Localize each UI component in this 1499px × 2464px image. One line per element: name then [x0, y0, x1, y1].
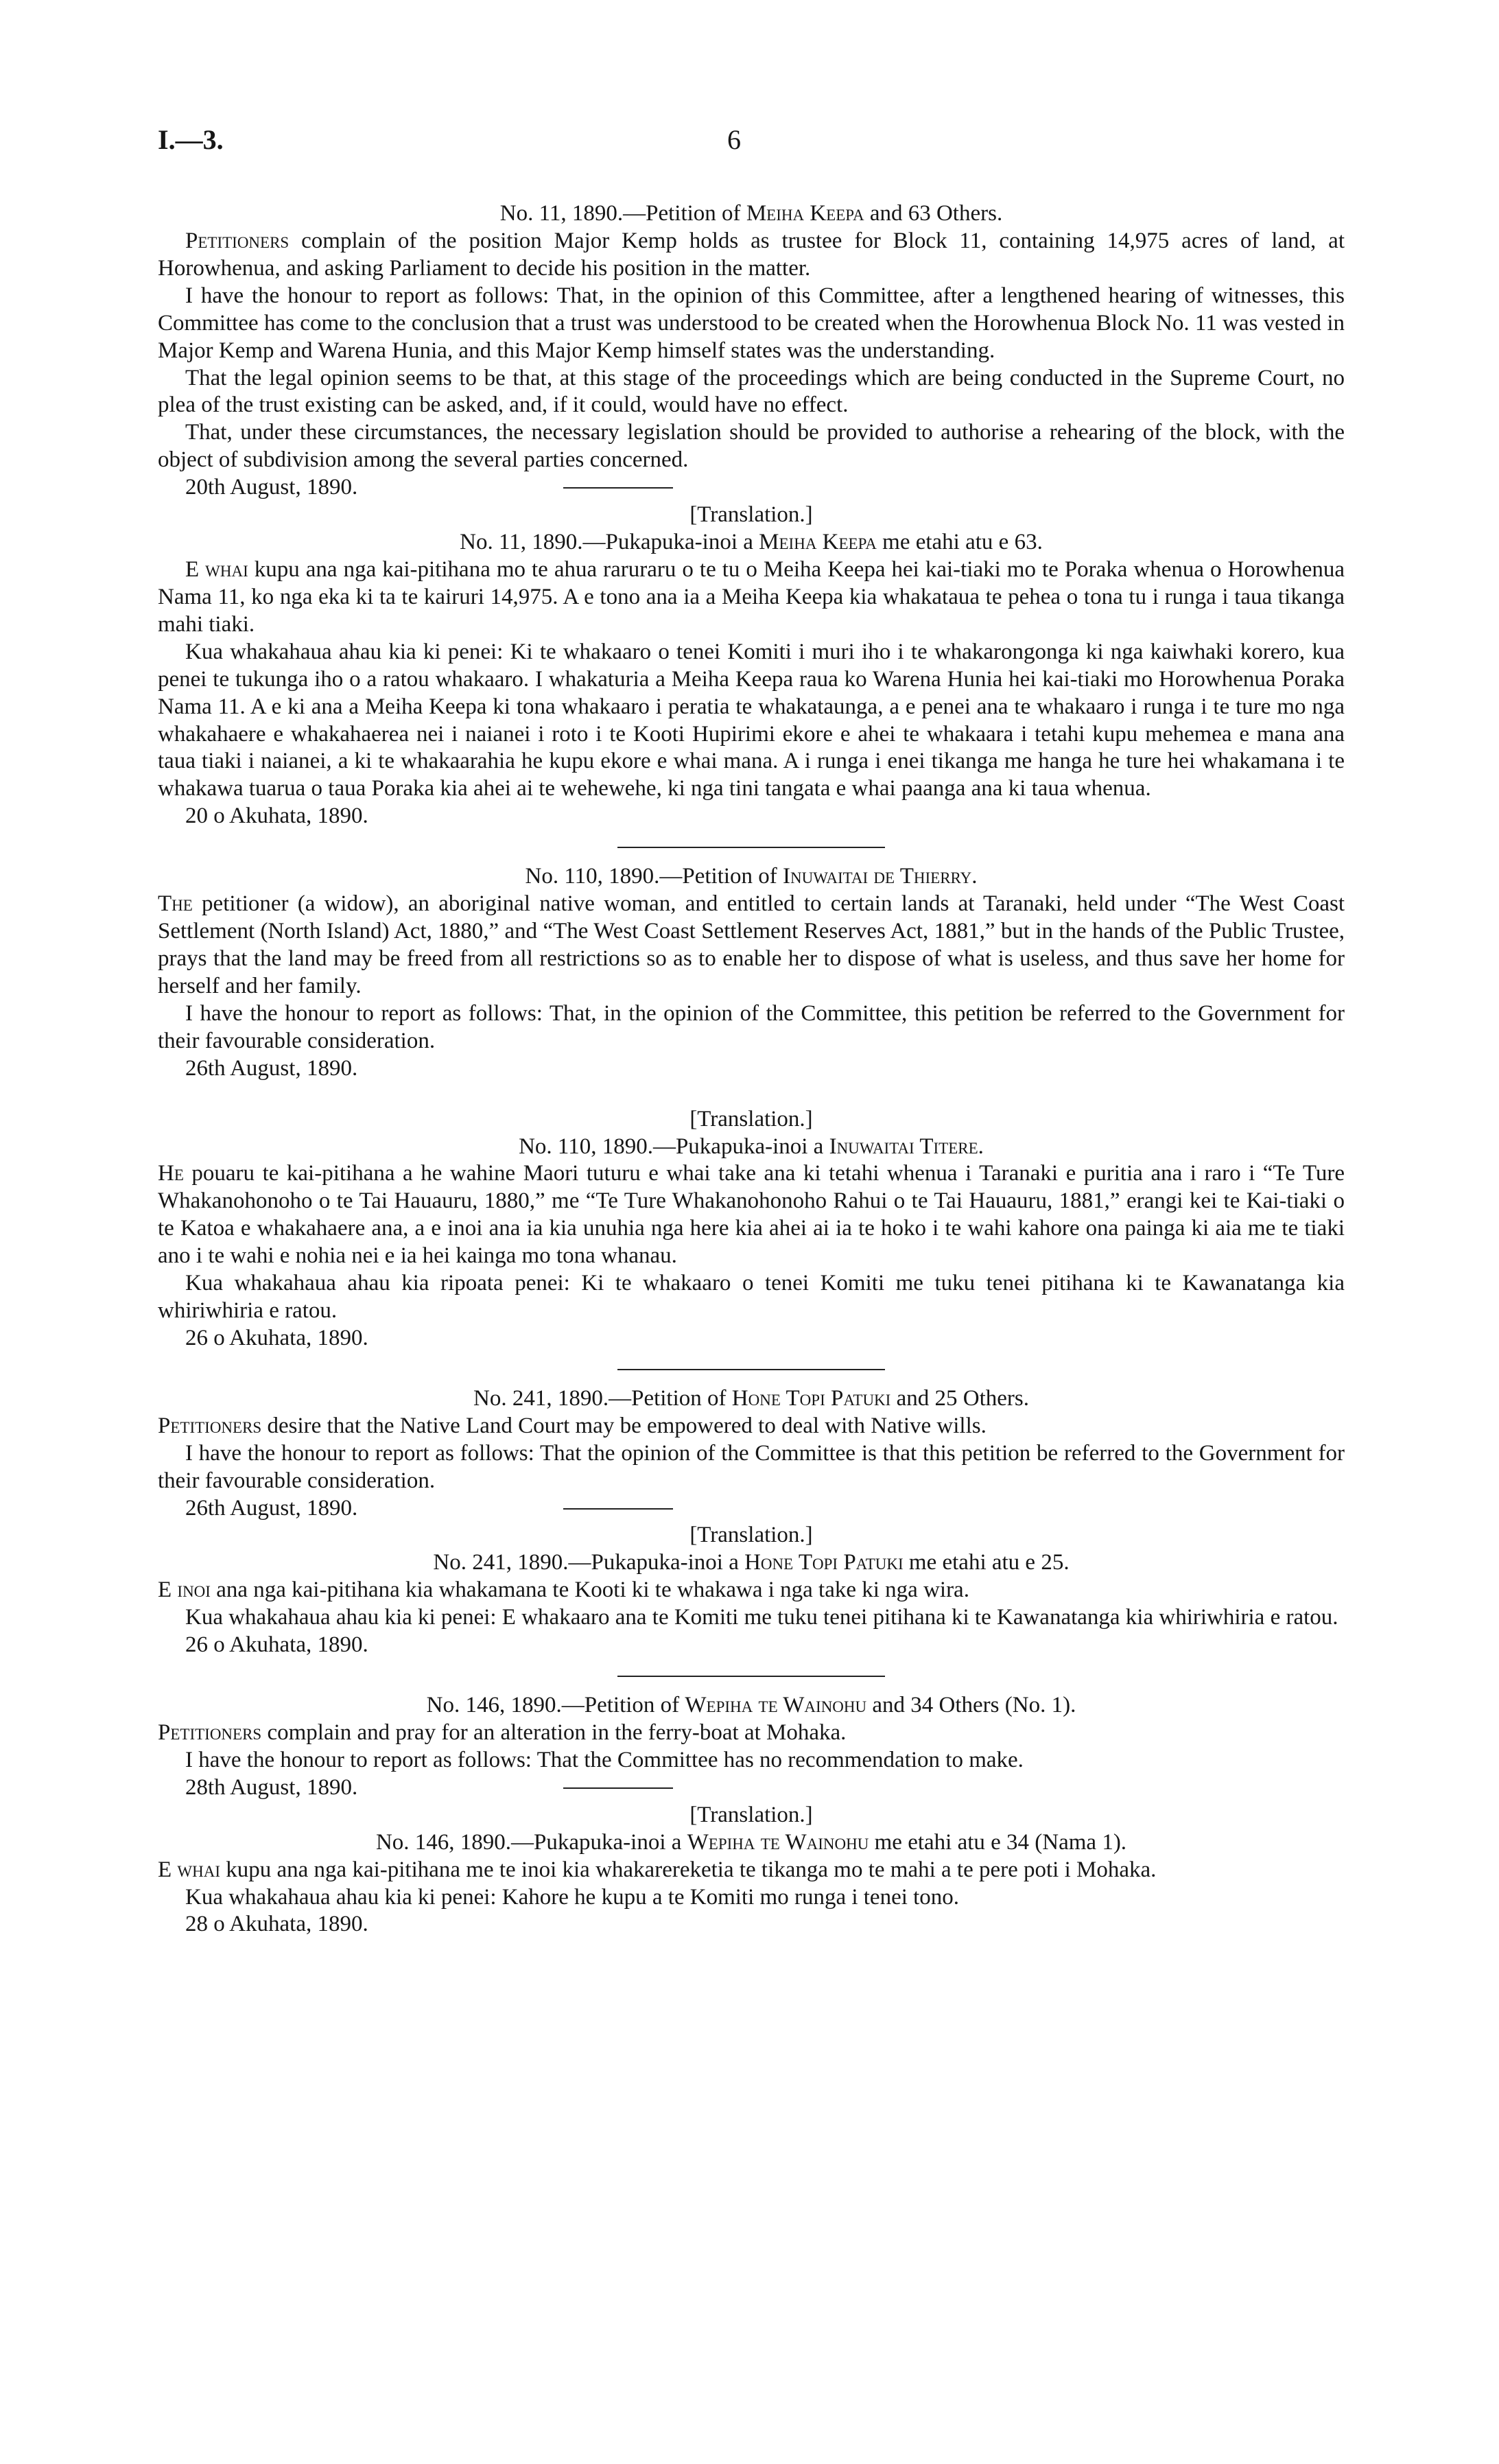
report-paragraph: That, under these circumstances, the necessary legislation should be provided to authorise a rehearing of the block, with the object of subdivision among the several parties concerned.: [158, 420, 1345, 473]
petition-section: [158, 863, 1345, 1352]
translation-date: 26 o Akuhata, 1890.: [185, 1632, 368, 1658]
translation-paragraph: Kua whakahaua ahau kia ki penei: Ki te whakaaro o tenei Komiti i muri iho i te whakarongonga ki nga kaiwhaki korero, kua penei te tukunga iho o a ratou whakaaro. I whakaturia a Meiha Keepa raua ko Warena Hunia hei kai-tiaki mo Horowhenua Poraka Nama 11. A e ki ana a Meiha Keepa ki tona whakaaro i peratia te whakataunga, a e penei ana te whakaaro i runga i te ture mo nga whakahaere e whakahaerea nei i naianei i roto i te Kooti Hupirimi ekore e ahei te whakaara i tetahi kupu mehemea e mana ana taua tiaki i naianei, a ki te whakaarahia he kupu ekore e whai mana. A i runga i enei tikanga me hanga he ture hei whakamana i te whakawa tuarua o taua Poraka kia ahei ai te wehewehe, ki nga tini tangata e whai paanga ana ki taua whenua.: [158, 639, 1345, 801]
short-divider: [563, 1508, 673, 1510]
translation-date: 28 o Akuhata, 1890.: [185, 1912, 368, 1937]
translation-title: No. 110, 1890.—Pukapuka-inoi a Inuwaitai Titere.: [519, 1134, 984, 1159]
report-paragraph: I have the honour to report as follows: That the Committee has no recommendation to make.: [185, 1747, 1024, 1772]
translation-summary: He pouaru te kai-pitihana a he wahine Maori tuturu e whai take ana ki tetahi whenua i Taranaki e puritia ana i raro i “Te Ture Whakanohonoho o te Tai Hauauru, 1880,” me “Te Ture Whakanohonoho Rahui o te Tai Hauauru, 1881,” erangi kei te Kai-tiaki o te Katoa e whakahaere ana, a e inoi ana ia kia unuhia nga here kia ahei ai ia te hoko i te wahi kahore ona painga ki aia me te tiaki ano i te wahi e nohia nei e ia hei kainga mo tona whanau.: [158, 1161, 1345, 1269]
translation-label: [Translation.]: [689, 502, 813, 528]
petition-summary: Petitioners complain and pray for an alteration in the ferry-boat at Mohaka.: [158, 1720, 847, 1746]
petition-title: No. 146, 1890.—Petition of Wepiha te Wainohu and 34 Others (No. 1).: [426, 1693, 1076, 1718]
date-row: [158, 1774, 1345, 1802]
translation-paragraph: Kua whakahaua ahau kia ki penei: E whakaaro ana te Komiti me tuku tenei pitihana ki te Kawanatanga kia whiriwhiria e ratou.: [185, 1605, 1338, 1630]
report-date: 26th August, 1890.: [185, 1055, 358, 1081]
report-paragraph: That the legal opinion seems to be that, at this stage of the proceedings which are being conducted in the Supreme Court, no plea of the trust existing can be asked, and, if it could, would have no effect.: [158, 365, 1345, 418]
section-divider: [617, 847, 885, 848]
date-row: [158, 1495, 1345, 1523]
section-divider: [617, 1676, 885, 1677]
petition-section: [158, 200, 1345, 830]
translation-paragraph: Kua whakahaua ahau kia ripoata penei: Ki te whakaaro o tenei Komiti me tuku tenei pitihana ki te Kawanatanga kia whiriwhiria e ratou.: [158, 1271, 1345, 1324]
translation-summary: E inoi ana nga kai-pitihana kia whakamana te Kooti ki te whakawa i nga take ki nga wira.: [158, 1577, 969, 1603]
paper-reference: I.—3.: [158, 124, 224, 155]
petition-summary: Petitioners desire that the Native Land Court may be empowered to deal with Native wills.: [158, 1413, 987, 1438]
translation-summary: E whai kupu ana nga kai-pitihana me te inoi kia whakarereketia te tikanga mo te mahi a te pere poti i Mohaka.: [158, 1857, 1157, 1882]
page-number: 6: [727, 124, 741, 155]
petition-section: [158, 1692, 1345, 1938]
petition-title: No. 11, 1890.—Petition of Meiha Keepa and 63 Others.: [499, 201, 1003, 226]
translation-date: 26 o Akuhata, 1890.: [185, 1325, 368, 1350]
short-divider: [563, 487, 673, 489]
report-paragraph: I have the honour to report as follows: That the opinion of the Committee is that this petition be referred to the Government for their favourable consideration.: [158, 1440, 1345, 1493]
short-divider: [563, 1787, 673, 1789]
petition-title: No. 110, 1890.—Petition of Inuwaitai de Thierry.: [525, 864, 978, 889]
translation-label: [Translation.]: [689, 1802, 813, 1827]
translation-title: No. 241, 1890.—Pukapuka-inoi a Hone Topi Patuki me etahi atu e 25.: [433, 1550, 1070, 1575]
translation-title: No. 146, 1890.—Pukapuka-inoi a Wepiha te Wainohu me etahi atu e 34 (Nama 1).: [375, 1829, 1127, 1855]
petition-title: No. 241, 1890.—Petition of Hone Topi Patuki and 25 Others.: [473, 1385, 1029, 1411]
petition-summary: The petitioner (a widow), an aboriginal native woman, and entitled to certain lands at Taranaki, held under “The West Coast Settlement (North Island) Act, 1880,” and “The West Coast Settlement Reserves Act, 1881,” but in the hands of the Public Trustee, prays that the land may be freed from all restrictions so as to enable her to dispose of what is useless, and thus save her home for herself and her family.: [158, 891, 1345, 998]
translation-title: No. 11, 1890.—Pukapuka-inoi a Meiha Keepa me etahi atu e 63.: [460, 530, 1043, 555]
report-date: 26th August, 1890.: [185, 1495, 358, 1521]
report-paragraph: I have the honour to report as follows: That, in the opinion of this Committee, after a lengthened hearing of witnesses, this Committee has come to the conclusion that a trust was understood to be created when the Horowhenua Block No. 11 was vested in Major Kemp and Warena Hunia, and this Major Kemp himself states was the understanding.: [158, 283, 1345, 363]
translation-paragraph: Kua whakahaua ahau kia ki penei: Kahore he kupu a te Komiti mo runga i tenei tono.: [185, 1884, 960, 1910]
report-date: 20th August, 1890.: [185, 475, 358, 500]
page-header: [158, 124, 1345, 165]
translation-summary: E whai kupu ana nga kai-pitihana mo te ahua raruraru o te tu o Meiha Keepa hei kai-tiaki mo te Poraka whenua o Horowhenua Nama 11, ko nga eka ki ta te kairuri 14,975. A e tono ana ia a Meiha Keepa kia whakataua te pehea o tona tu i runga i taua tikanga mahi tiaki.: [158, 556, 1345, 637]
date-row: [158, 474, 1345, 502]
main-column: [158, 200, 1345, 1938]
section-divider: [617, 1369, 885, 1370]
report-paragraph: I have the honour to report as follows: That, in the opinion of the Committee, this petition be referred to the Government for their favourable consideration.: [158, 1000, 1345, 1053]
petition-section: [158, 1385, 1345, 1659]
translation-label: [Translation.]: [689, 1106, 813, 1131]
report-date: 28th August, 1890.: [185, 1774, 358, 1800]
petition-summary: Petitioners complain of the position Major Kemp holds as trustee for Block 11, containing 14,975 acres of land, at Horowhenua, and asking Parliament to decide his position in the matter.: [158, 228, 1345, 281]
translation-label: [Translation.]: [689, 1523, 813, 1548]
translation-date: 20 o Akuhata, 1890.: [185, 803, 368, 829]
